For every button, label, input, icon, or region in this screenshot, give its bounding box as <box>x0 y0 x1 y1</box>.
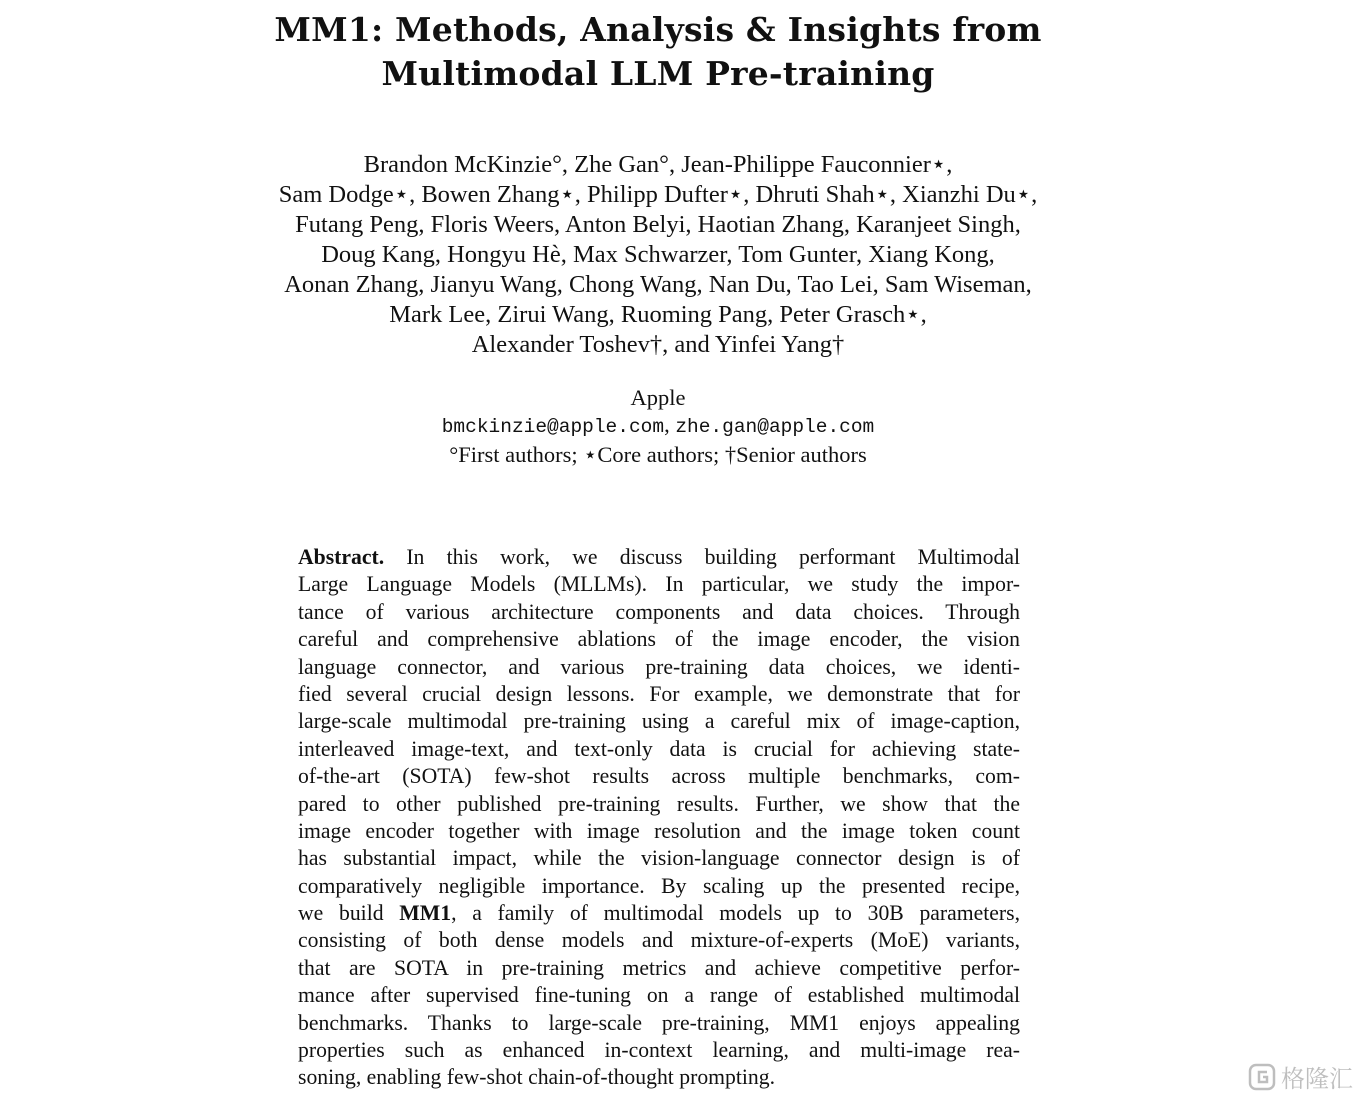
abstract-line: soning, enabling few-shot chain-of-thought prompting. <box>298 1065 776 1090</box>
abstract-label: Abstract. <box>298 545 385 569</box>
abstract-line: fied several crucial design lessons. For example, we demonstrate that for <box>298 681 1020 706</box>
abstract-line: image encoder together with image resolution and the image token count <box>298 818 1020 843</box>
abstract-line: comparatively negligible importance. By scaling up the presented recipe, <box>298 873 1020 898</box>
author-line-3: Futang Peng, Floris Weers, Anton Belyi, Haotian Zhang, Karanjeet Singh, <box>295 211 1021 238</box>
email-separator: , <box>664 412 676 437</box>
model-name: MM1 <box>399 901 452 926</box>
title-line-2: Multimodal LLM Pre-training <box>381 54 935 93</box>
gelonghui-logo-icon <box>1247 1062 1277 1092</box>
author-line-7: Alexander Toshev†, and Yinfei Yang† <box>471 331 845 358</box>
abstract-line: Abstract. In this work, we discuss building performant Multimodal <box>298 545 1020 569</box>
abstract-line: mance after supervised fine-tuning on a range of established multimodal <box>298 983 1020 1008</box>
abstract-line: consisting of both dense models and mixture-of-experts (MoE) variants, <box>298 928 1020 953</box>
affiliation: Apple <box>630 385 686 410</box>
paper-title <box>0 8 1316 96</box>
abstract-line: careful and comprehensive ablations of the image encoder, the vision <box>298 627 1020 652</box>
title-line-1: MM1: Methods, Analysis & Insights from <box>274 10 1042 49</box>
contact-emails <box>0 411 1316 441</box>
author-line-1: Brandon McKinzie°, Zhe Gan°, Jean-Philippe Fauconnier⋆, <box>363 151 953 178</box>
abstract-line: benchmarks. Thanks to large-scale pre-training, MM1 enjoys appealing <box>298 1010 1020 1035</box>
abstract-line: properties such as enhanced in-context learning, and multi-image rea- <box>298 1038 1020 1063</box>
email-1[interactable]: bmckinzie@apple.com <box>441 416 665 438</box>
author-line-4: Doug Kang, Hongyu Hè, Max Schwarzer, Tom Gunter, Xiang Kong, <box>321 241 995 268</box>
abstract-line: interleaved image-text, and text-only data is crucial for achieving state- <box>298 736 1020 761</box>
abstract-line: pared to other published pre-training results. Further, we show that the <box>298 791 1020 816</box>
abstract-line: language connector, and various pre-training data choices, we identi- <box>298 654 1020 679</box>
abstract <box>298 544 1020 1092</box>
author-notes: °First authors; ⋆Core authors; †Senior authors <box>449 442 867 467</box>
author-line-6: Mark Lee, Zirui Wang, Ruoming Pang, Peter Grasch⋆, <box>389 301 927 328</box>
abstract-line: has substantial impact, while the vision-language connector design is of <box>298 846 1020 871</box>
email-2[interactable]: zhe.gan@apple.com <box>675 416 875 438</box>
abstract-line: of-the-art (SOTA) few-shot results across multiple benchmarks, com- <box>298 764 1020 789</box>
author-line-5: Aonan Zhang, Jianyu Wang, Chong Wang, Nan Du, Tao Lei, Sam Wiseman, <box>284 271 1032 298</box>
watermark-text: 格隆汇 <box>1281 1065 1353 1093</box>
author-line-2: Sam Dodge⋆, Bowen Zhang⋆, Philipp Dufter⋆, Dhruti Shah⋆, Xianzhi Du⋆, <box>278 181 1038 208</box>
affiliation-block <box>0 384 1316 468</box>
abstract-line: large-scale multimodal pre-training using a careful mix of image-caption, <box>298 709 1020 734</box>
author-list <box>0 150 1316 360</box>
abstract-line: that are SOTA in pre-training metrics and achieve competitive perfor- <box>298 955 1020 980</box>
abstract-line: we build MM1, a family of multimodal models up to 30B parameters, <box>298 901 1020 926</box>
abstract-line: Large Language Models (MLLMs). In particular, we study the impor- <box>298 572 1020 597</box>
watermark <box>1247 1059 1353 1094</box>
abstract-line: tance of various architecture components and data choices. Through <box>298 599 1020 624</box>
